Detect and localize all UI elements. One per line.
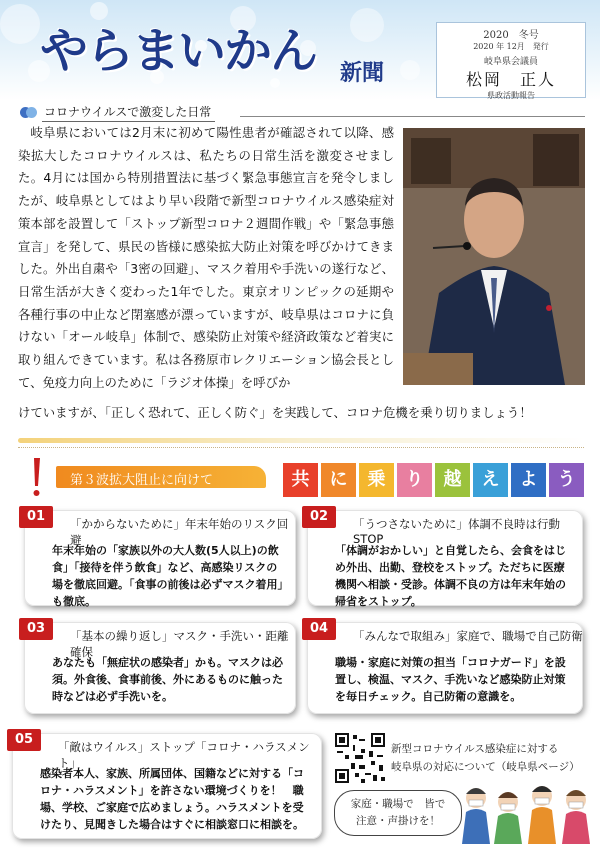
section-divider-dotted — [18, 447, 584, 448]
tip-number: 05 — [7, 729, 41, 751]
slogan-char: う — [549, 463, 584, 497]
issue-info-box — [436, 22, 586, 98]
newsletter-logo: やらまいかん — [40, 23, 317, 79]
tip-card-03 — [24, 622, 296, 714]
tip-number: 03 — [19, 618, 53, 640]
slogan-char: よ — [511, 463, 546, 497]
tip-body: 職場・家庭に対策の担当「コロナガード」を設置し、検温、マスク、手洗いなど感染防止対策を毎日チェック。自己防衛の意識を。 — [335, 656, 566, 703]
tip-card-04 — [307, 622, 583, 714]
slogan-char: 越 — [435, 463, 470, 497]
speech-bubble — [334, 790, 462, 836]
member-title: 岐阜県会議員 — [483, 57, 538, 67]
issue-year: 2020 冬号 — [483, 30, 539, 41]
masked-people-illustration — [456, 778, 596, 844]
section1-paragraph: 岐阜県においては2月末に初めて陽性患者が確認されて以降、感染拡大したコロナウイルスは、私たちの日常生活を激変させました。4月には国から特別措置法に基づく緊急事態宣言を発令しましたが、岐阜県としてはより早い段階で新型コロナウイルス感染症対策本部を設置して「ストップ新型コロナ２週間作戦」や「緊急事態宣言」を発して、県民の皆様に感染拡大防止対策を呼びかけてきました。外出自粛や「3密の回避」、マスク着用や手洗いの遂行など、日常生活が大きく変わった1年でした。東京オリンピックの延期や各種行事の中止など閉塞感が漂っていますが、岐阜県はコロナに負けない「オール岐阜」体制で、感染防止対策や経済政策など着実に取り組んできています。私は各務原市レクリエーション協会長として、免疫力向上のために「ラジオ体操」を呼びか — [18, 125, 394, 390]
tip-card-02 — [307, 510, 583, 606]
slogan-char: 共 — [283, 463, 318, 497]
section1-title: コロナウイルスで激変した日常 — [42, 103, 215, 122]
issue-date: 2020 年 12月 発行 — [473, 42, 549, 51]
tip-body: あなたも「無症状の感染者」かも。マスクは必須。外食後、食事前後、外にあるものに触った時などは必ず手洗いを。 — [52, 656, 283, 703]
section1-body — [18, 122, 394, 394]
tip-body: 感染者本人、家族、所属団体、国籍などに対する「コロナ・ハラスメント」を許さない環境づくりを！ 職場、学校、ご家庭で広めましょう。ハラスメントを受けたり、見聞きした場合はすぐに相談窓口に相談を。 — [40, 767, 304, 831]
member-name: 松岡 正人 — [465, 70, 556, 89]
tip-title: 「基本の繰り返し」マスク・手洗い・距離確保 — [70, 629, 289, 659]
section1-rule — [240, 116, 585, 117]
tip-title: 「敵はウイルス」ストップ「コロナ・ハラスメント」 — [58, 740, 310, 770]
tip-number: 04 — [302, 618, 336, 640]
slogan-char: に — [321, 463, 356, 497]
bubble-icon — [20, 106, 38, 120]
third-wave-banner: 第３波拡大阻止に向けて — [56, 466, 266, 488]
qr-caption-line2: 岐阜県の対応について（岐阜県ページ） — [391, 761, 580, 773]
slogan-char: 乗 — [359, 463, 394, 497]
qr-code-icon[interactable] — [335, 733, 385, 783]
bubble-line1: 家庭・職場で 皆で — [350, 798, 446, 810]
tip-title: 「みんなで取組み」家庭で、職場で自己防衛 — [353, 629, 583, 643]
slogan-char: え — [473, 463, 508, 497]
tip-number: 01 — [19, 506, 53, 528]
section-divider — [18, 438, 584, 443]
speaker-photo — [403, 128, 585, 385]
tip-title: 「うつさないために」体調不良時は行動 STOP — [353, 517, 560, 546]
masthead — [0, 0, 600, 100]
qr-caption-line1: 新型コロナウイルス感染症に対する — [391, 743, 559, 755]
slogan-char: り — [397, 463, 432, 497]
exclamation-accent-icon — [32, 458, 40, 498]
newsletter-logo-sub: 新聞 — [340, 60, 385, 86]
tip-card-01 — [24, 510, 296, 606]
bubble-line2: 注意・声掛けを！ — [356, 815, 440, 827]
section1-last-line: けていますが、「正しく恐れて、正しく防ぐ」を実践して、コロナ危機を乗り切りましょう！ — [18, 405, 532, 420]
tip-card-05 — [12, 733, 322, 839]
tip-body: 「体調がおかしい」と自覚したら、会食をはじめ外出、出勤、登校をストップ。ただちに医療機関へ相談・受診。体調不良の方は年末年始の帰省をストップ。 — [335, 544, 566, 608]
qr-caption — [391, 740, 591, 776]
report-label: 県政活動報告 — [487, 91, 535, 100]
section1-heading — [20, 103, 215, 122]
tip-number: 02 — [302, 506, 336, 528]
tip-body: 年末年始の「家族以外の大人数(5人以上)の飲食」「接待を伴う飲食」など、高感染リスクの場を徹底回避。「食事の前後は必ずマスク着用」も徹底。 — [52, 544, 283, 608]
tip-title: 「かからないために」年末年始のリスク回避 — [70, 517, 289, 547]
